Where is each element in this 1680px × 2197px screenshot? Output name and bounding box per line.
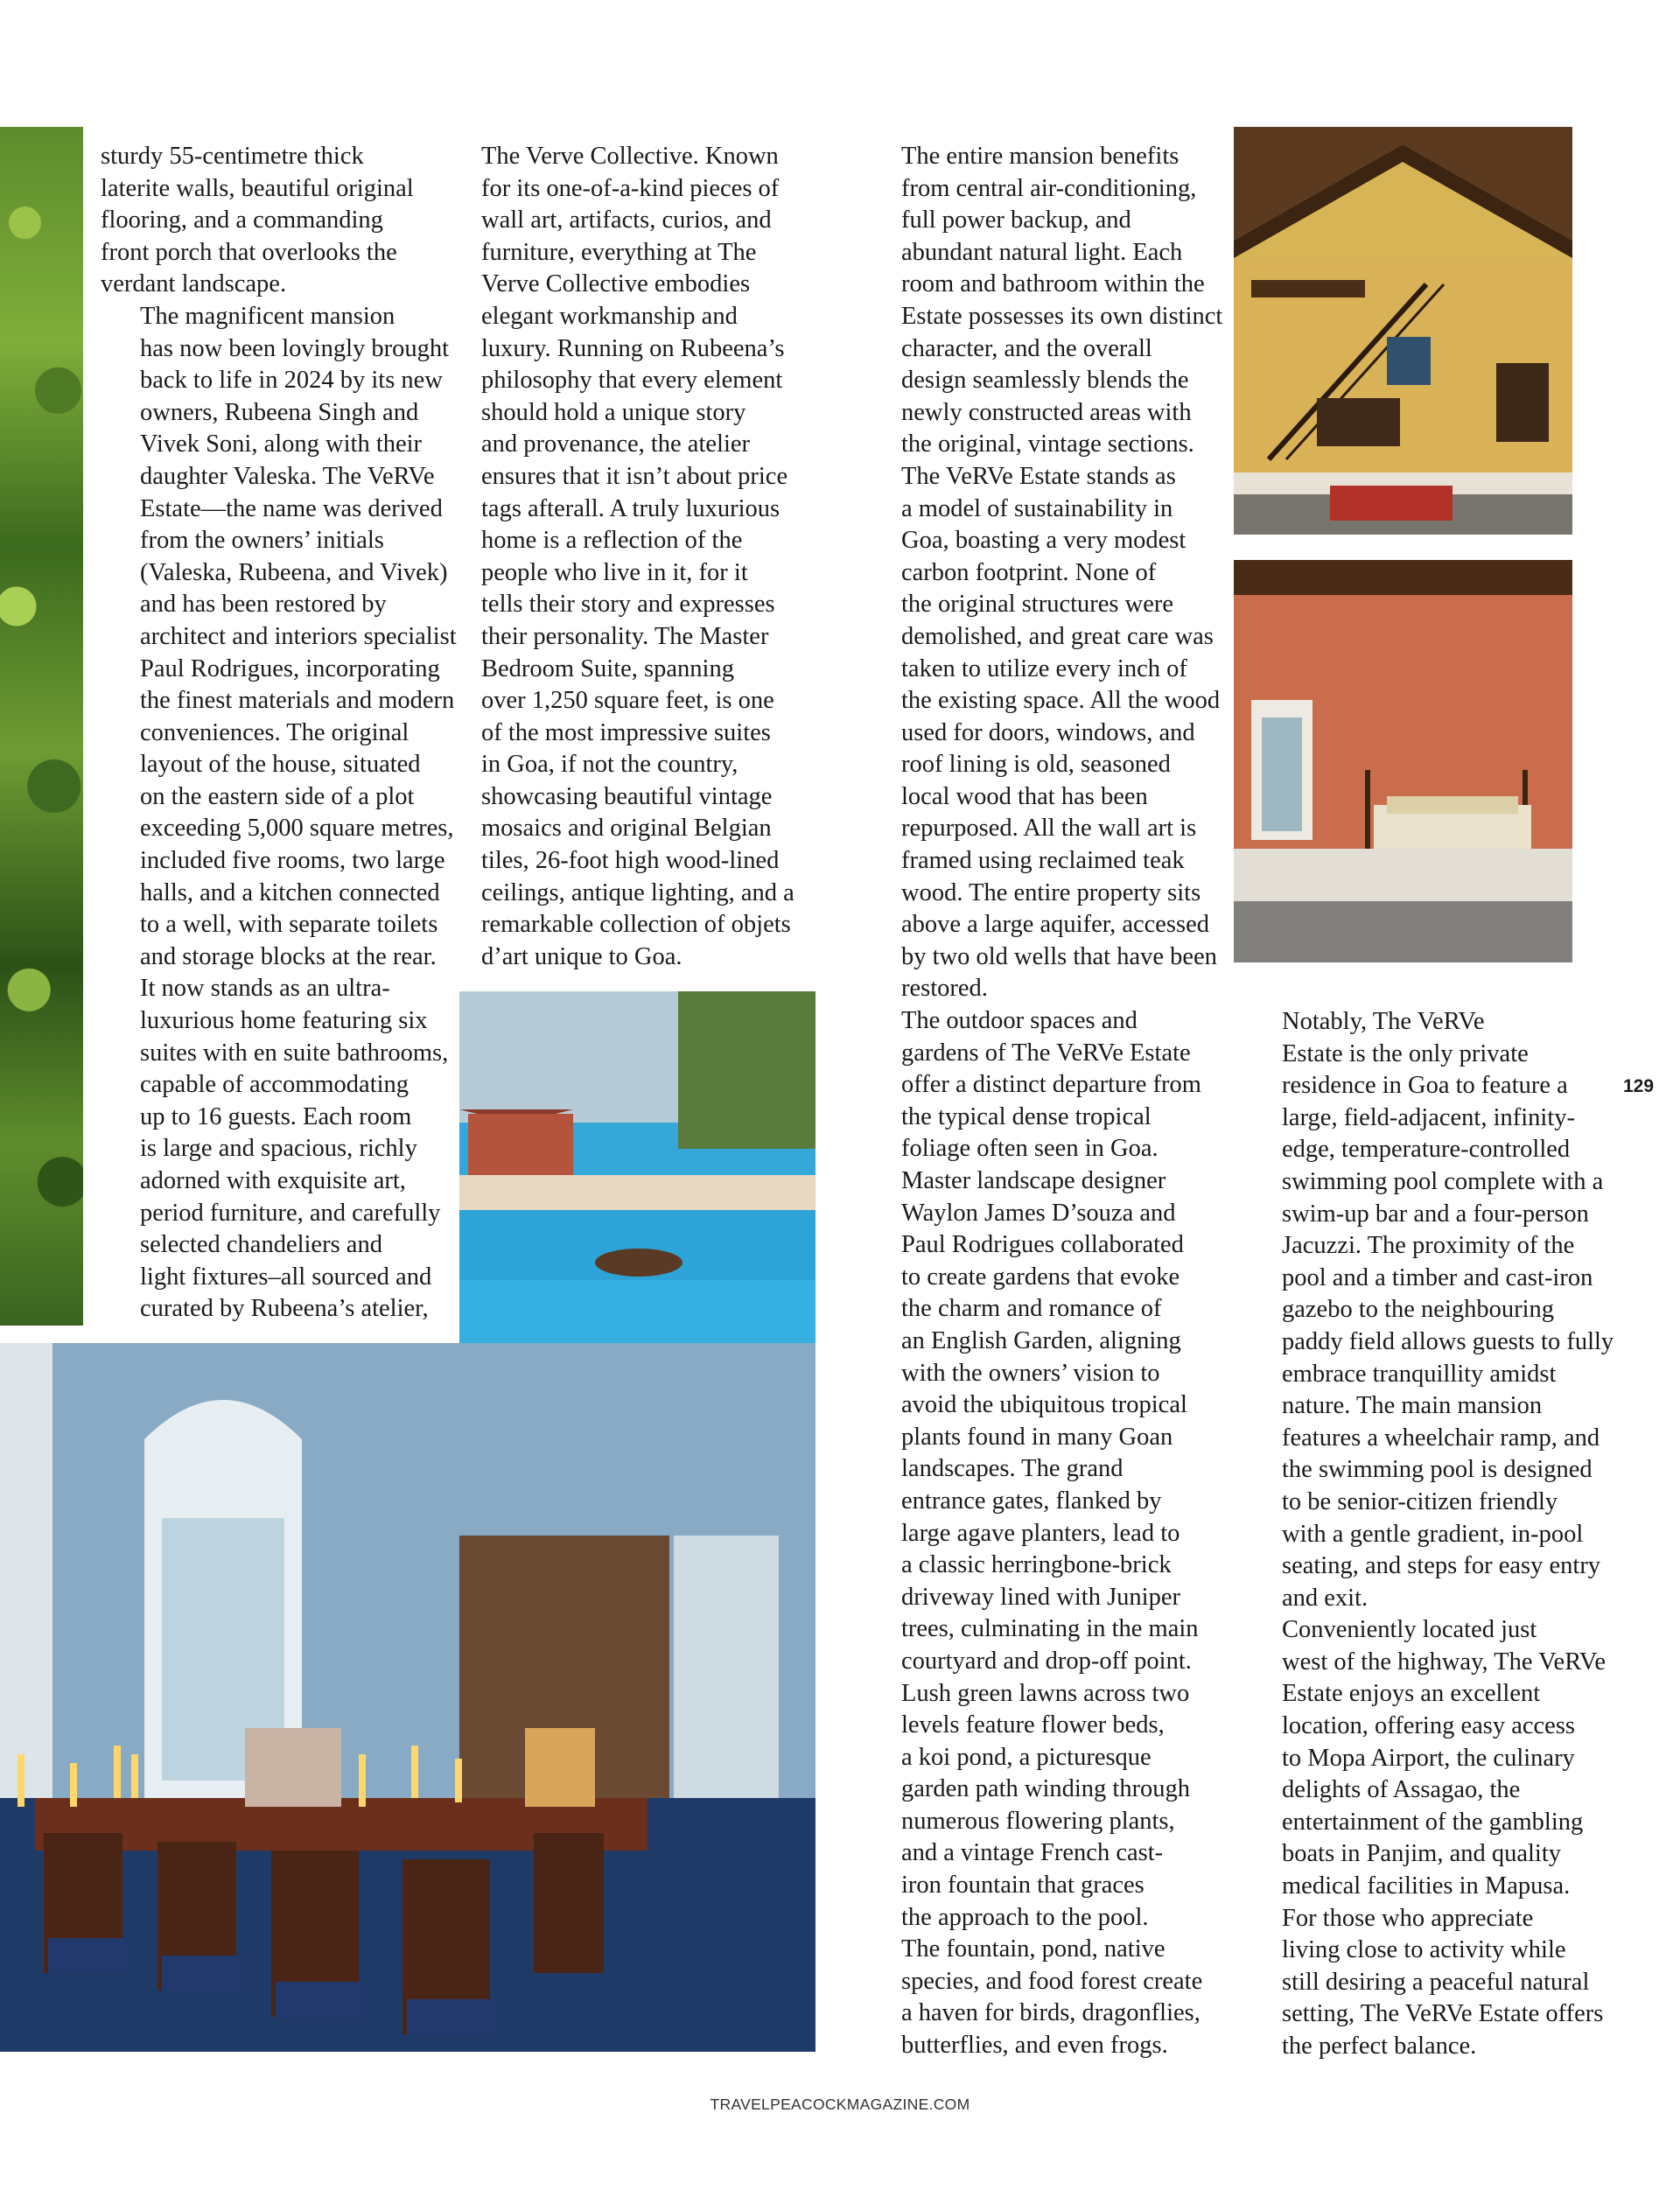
text-line: flooring, and a commanding	[101, 206, 383, 234]
text-line: demolished, and great care was	[901, 622, 1214, 650]
text-line: luxurious home featuring six	[140, 1007, 428, 1035]
text-line: Paul Rodrigues, incorporating	[140, 654, 440, 682]
text-line: a model of sustainability in	[901, 494, 1173, 522]
text-line: newly constructed areas with	[901, 398, 1192, 426]
text-line: is large and spacious, richly	[140, 1135, 417, 1163]
text-line: to be senior-citizen friendly	[1282, 1487, 1558, 1515]
text-line: Conveniently located just	[1282, 1616, 1537, 1644]
text-line: The VeRVe Estate stands as	[901, 462, 1176, 490]
text-line: landscapes. The grand	[901, 1455, 1124, 1483]
text-line: a classic herringbone-brick	[901, 1551, 1172, 1579]
text-line: butterflies, and even frogs.	[901, 2032, 1168, 2060]
page-number: 129	[1623, 1076, 1655, 1096]
paragraph	[1242, 1614, 1606, 2062]
text-line: Waylon James D’souza and	[901, 1199, 1176, 1227]
text-line: pool and a timber and cast-iron	[1282, 1263, 1593, 1291]
text-column-2	[481, 141, 827, 973]
text-line: and a vintage French cast-	[901, 1839, 1164, 1867]
text-line: courtyard and drop-off point.	[901, 1647, 1192, 1675]
text-line: wood. The entire property sits	[901, 878, 1201, 906]
jungle-photo	[0, 127, 83, 1326]
text-line: Estate enjoys an excellent	[1282, 1680, 1541, 1708]
paragraph	[101, 301, 457, 1326]
text-line: setting, The VeRVe Estate offers	[1282, 2000, 1604, 2028]
paragraph	[481, 141, 827, 973]
text-line: iron fountain that graces	[901, 1872, 1144, 1900]
text-line: over 1,250 square feet, is one	[481, 687, 774, 715]
text-line: Vivek Soni, along with their	[140, 430, 423, 458]
text-line: with the owners’ vision to	[901, 1359, 1160, 1387]
text-line: location, offering easy access	[1282, 1712, 1576, 1740]
text-line: the existing space. All the wood	[901, 687, 1221, 715]
text-line: curated by Rubeena’s atelier,	[140, 1295, 429, 1323]
footer-url: TRAVELPEACOCKMAGAZINE.COM	[710, 2096, 970, 2113]
text-line: local wood that has been	[901, 782, 1148, 810]
text-line: luxury. Running on Rubeena’s	[481, 334, 785, 362]
paragraph	[862, 1005, 1212, 2062]
stair-hall-photo	[1234, 127, 1572, 535]
text-line: philosophy that every element	[481, 367, 783, 395]
text-line: Estate possesses its own distinct	[901, 302, 1223, 330]
text-line: The Verve Collective. Known	[481, 143, 779, 170]
text-line: tells their story and expresses	[481, 591, 775, 619]
text-line: The outdoor spaces and	[901, 1007, 1138, 1035]
text-line: period furniture, and carefully	[140, 1199, 441, 1227]
text-line: avoid the ubiquitous tropical	[901, 1391, 1187, 1419]
text-line: Jacuzzi. The proximity of the	[1282, 1232, 1575, 1260]
paragraph	[101, 141, 446, 301]
text-line: ensures that it isn’t about price	[481, 462, 788, 490]
text-line: and exit.	[1282, 1584, 1368, 1612]
text-line: trees, culminating in the main	[901, 1615, 1199, 1643]
text-line: from central air-conditioning,	[901, 174, 1197, 202]
text-line: front porch that overlooks the	[101, 238, 397, 266]
text-line: residence in Goa to feature a	[1282, 1072, 1568, 1100]
text-line: boats in Panjim, and quality	[1282, 1840, 1562, 1868]
text-column-3	[862, 141, 1223, 2062]
text-line: The fountain, pond, native	[901, 1935, 1166, 1963]
text-line: tiles, 26-foot high wood-lined	[481, 847, 780, 875]
text-line: laterite walls, beautiful original	[101, 174, 414, 202]
text-line: furniture, everything at The	[481, 238, 757, 266]
text-line: sturdy 55-centimetre thick	[101, 143, 364, 170]
text-line: should hold a unique story	[481, 398, 746, 426]
text-line: remarkable collection of objets	[481, 911, 791, 939]
text-line: numerous flowering plants,	[901, 1807, 1175, 1835]
text-line: owners, Rubeena Singh and	[140, 398, 419, 426]
text-line: foliage often seen in Goa.	[901, 1135, 1158, 1163]
text-line: with a gentle gradient, in-pool	[1282, 1520, 1584, 1548]
text-line: from the owners’ initials	[140, 527, 384, 555]
text-line: d’art unique to Goa.	[481, 942, 682, 970]
text-line: abundant natural light. Each	[901, 238, 1183, 266]
text-line: For those who appreciate	[1282, 1904, 1534, 1932]
text-line: people who live in it, for it	[481, 558, 748, 586]
text-line: embrace tranquillity amidst	[1282, 1360, 1557, 1388]
text-line: restored.	[901, 975, 988, 1003]
text-line: a haven for birds, dragonflies,	[901, 1999, 1200, 2027]
text-line: the typical dense tropical	[901, 1102, 1152, 1130]
text-line: large, field-adjacent, infinity-	[1282, 1103, 1576, 1131]
text-line: entrance gates, flanked by	[901, 1487, 1162, 1515]
text-line: the charm and romance of	[901, 1295, 1162, 1323]
text-column-4	[1242, 1006, 1614, 2063]
text-line: wall art, artifacts, curios, and	[481, 206, 772, 234]
text-line: light fixtures–all sourced and	[140, 1263, 432, 1291]
text-line: an English Garden, aligning	[901, 1326, 1181, 1354]
text-line: the swimming pool is designed	[1282, 1456, 1592, 1484]
text-line: gardens of The VeRVe Estate	[901, 1039, 1191, 1067]
text-line: in Goa, if not the country,	[481, 751, 738, 779]
text-line: adorned with exquisite art,	[140, 1167, 406, 1194]
text-line: The magnificent mansion	[140, 302, 396, 330]
text-line: their personality. The Master	[481, 622, 769, 650]
text-line: has now been lovingly brought	[140, 334, 450, 362]
text-line: swimming pool complete with a	[1282, 1167, 1604, 1195]
text-line: the original, vintage sections.	[901, 430, 1194, 458]
text-line: of the most impressive suites	[481, 718, 771, 746]
text-line: the approach to the pool.	[901, 1903, 1149, 1931]
text-line: to Mopa Airport, the culinary	[1282, 1744, 1575, 1772]
text-line: elegant workmanship and	[481, 302, 738, 330]
text-line: daughter Valeska. The VeRVe	[140, 462, 435, 490]
text-line: by two old wells that have been	[901, 942, 1217, 970]
paragraph	[862, 141, 1223, 1005]
text-line: capable of accommodating	[140, 1071, 410, 1099]
dining-room-photo	[0, 1343, 816, 2052]
text-line: to a well, with separate toilets	[140, 911, 438, 939]
text-line: and has been restored by	[140, 591, 387, 619]
text-line: above a large aquifer, accessed	[901, 911, 1210, 939]
text-line: entertainment of the gambling	[1282, 1808, 1584, 1836]
text-line: Estate is the only private	[1282, 1039, 1529, 1067]
text-line: (Valeska, Rubeena, and Vivek)	[140, 558, 448, 586]
text-line: nature. The main mansion	[1282, 1392, 1543, 1420]
text-line: layout of the house, situated	[140, 751, 421, 779]
text-line: to create gardens that evoke	[901, 1263, 1180, 1291]
text-line: halls, and a kitchen connected	[140, 878, 440, 906]
text-line: carbon footprint. None of	[901, 558, 1157, 586]
text-line: suites with en suite bathrooms,	[140, 1039, 449, 1067]
text-line: design seamlessly blends the	[901, 367, 1189, 395]
text-line: room and bathroom within the	[901, 270, 1205, 298]
text-line: on the eastern side of a plot	[140, 782, 415, 810]
text-line: gazebo to the neighbouring	[1282, 1296, 1555, 1324]
text-line: seating, and steps for easy entry	[1282, 1552, 1601, 1580]
text-line: repurposed. All the wall art is	[901, 815, 1197, 843]
text-line: conveniences. The original	[140, 718, 410, 746]
text-line: medical facilities in Mapusa.	[1282, 1872, 1571, 1900]
text-line: taken to utilize every inch of	[901, 654, 1187, 682]
text-line: features a wheelchair ramp, and	[1282, 1424, 1600, 1452]
text-line: Estate—the name was derived	[140, 494, 443, 522]
text-line: delights of Assagao, the	[1282, 1776, 1521, 1804]
text-line: selected chandeliers and	[140, 1231, 382, 1259]
text-line: Paul Rodrigues collaborated	[901, 1231, 1184, 1259]
text-line: exceeding 5,000 square metres,	[140, 815, 454, 843]
text-line: the original structures were	[901, 591, 1174, 619]
text-line: still desiring a peaceful natural	[1282, 1968, 1590, 1996]
text-line: tags afterall. A truly luxurious	[481, 494, 780, 522]
text-line: ceilings, antique lighting, and a	[481, 878, 794, 906]
text-line: and storage blocks at the rear.	[140, 942, 437, 970]
text-line: a koi pond, a picturesque	[901, 1743, 1152, 1771]
text-line: used for doors, windows, and	[901, 718, 1195, 746]
text-line: included five rooms, two large	[140, 847, 445, 875]
text-line: mosaics and original Belgian	[481, 815, 772, 843]
text-line: back to life in 2024 by its new	[140, 367, 443, 395]
text-line: Verve Collective embodies	[481, 270, 751, 298]
text-line: levels feature flower beds,	[901, 1711, 1165, 1739]
text-line: edge, temperature-controlled	[1282, 1136, 1571, 1164]
text-line: the perfect balance.	[1282, 2033, 1477, 2060]
text-line: Master landscape designer	[901, 1167, 1166, 1194]
text-line: character, and the overall	[901, 334, 1152, 362]
text-line: Notably, The VeRVe	[1282, 1008, 1485, 1035]
text-line: plants found in many Goan	[901, 1423, 1173, 1451]
text-column-1	[101, 141, 457, 1326]
text-line: showcasing beautiful vintage	[481, 782, 773, 810]
text-line: paddy field allows guests to fully	[1282, 1327, 1614, 1355]
pool-photo	[459, 991, 816, 1398]
text-line: offer a distinct departure from	[901, 1071, 1201, 1099]
text-line: living close to activity while	[1282, 1936, 1566, 1964]
text-line: framed using reclaimed teak	[901, 847, 1185, 875]
text-line: The entire mansion benefits	[901, 143, 1180, 170]
text-line: garden path winding through	[901, 1775, 1191, 1803]
text-line: roof lining is old, seasoned	[901, 751, 1171, 779]
text-line: Bedroom Suite, spanning	[481, 654, 734, 682]
text-line: Goa, boasting a very modest	[901, 527, 1186, 555]
text-line: swim-up bar and a four-person	[1282, 1200, 1589, 1228]
text-line: west of the highway, The VeRVe	[1282, 1648, 1606, 1676]
text-line: Lush green lawns across two	[901, 1679, 1190, 1707]
paragraph	[1242, 1006, 1614, 1614]
text-line: architect and interiors specialist	[140, 622, 457, 650]
bedroom-photo	[1234, 560, 1572, 962]
text-line: and provenance, the atelier	[481, 430, 751, 458]
text-line: verdant landscape.	[101, 270, 287, 298]
text-line: species, and food forest create	[901, 1967, 1203, 1995]
text-line: full power backup, and	[901, 206, 1131, 234]
text-line: large agave planters, lead to	[901, 1519, 1180, 1547]
text-line: home is a reflection of the	[481, 527, 743, 555]
text-line: It now stands as an ultra-	[140, 975, 390, 1003]
text-line: up to 16 guests. Each room	[140, 1102, 412, 1130]
text-line: the finest materials and modern	[140, 687, 455, 715]
text-line: driveway lined with Juniper	[901, 1583, 1180, 1611]
text-line: for its one-of-a-kind pieces of	[481, 174, 780, 202]
